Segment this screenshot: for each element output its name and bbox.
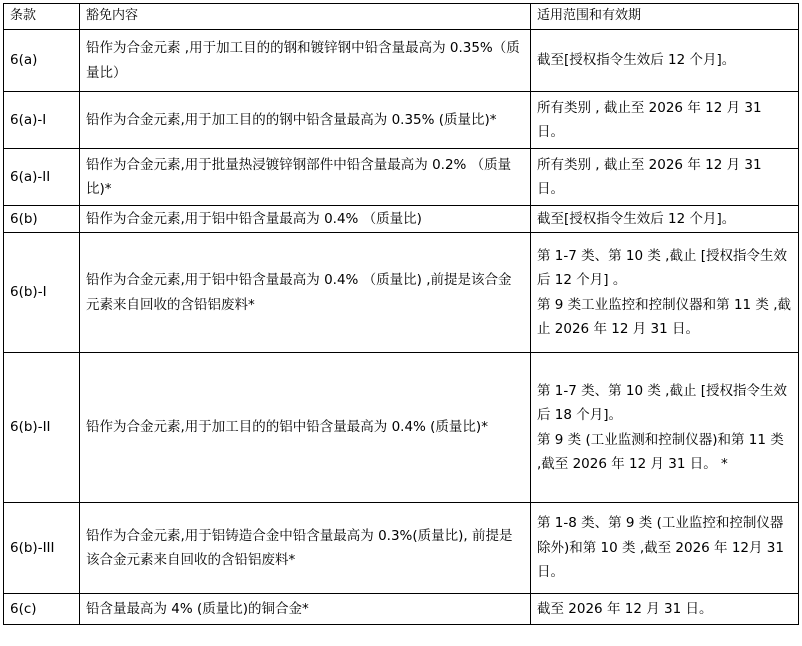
content-cell: 铅作为合金元素,用于加工目的的铝中铅含量最高为 0.4% (质量比)* xyxy=(80,353,531,503)
scope-cell xyxy=(531,92,799,149)
header-clause: 条款 xyxy=(4,4,80,30)
clause-cell: 6(a)-II xyxy=(4,149,80,206)
scope-cell xyxy=(531,30,799,92)
header-scope: 适用范围和有效期 xyxy=(531,4,799,30)
clause-cell: 6(c) xyxy=(4,594,80,625)
content-cell: 铅作为合金元素,用于批量热浸镀锌钢部件中铅含量最高为 0.2% （质量比)* xyxy=(80,149,531,206)
scope-text: 第 9 类 (工业监测和控制仪器)和第 11 类 ,截至 2026 年 12 月 31 日。 * xyxy=(537,431,784,472)
scope-cell xyxy=(531,353,799,503)
clause-cell: 6(b)-II xyxy=(4,353,80,503)
scope-text: 所有类别 , 截止至 2026 年 12 月 31 日。 xyxy=(537,156,762,197)
clause-cell: 6(b)-I xyxy=(4,233,80,353)
content-cell: 铅作为合金元素,用于铝中铅含量最高为 0.4% （质量比) ,前提是该合金元素来自回收的含铅铝废料* xyxy=(80,233,531,353)
table-row xyxy=(4,594,799,625)
scope-text: 第 1-8 类、第 9 类 (工业监控和控制仪器除外)和第 10 类 ,截至 2026 年 12月 31 日。 xyxy=(537,515,784,581)
scope-text: 截至[授权指令生效后 12 个月]。 xyxy=(537,52,736,69)
table-row xyxy=(4,353,799,503)
scope-cell xyxy=(531,594,799,625)
scope-text: 第 9 类工业监控和控制仪器和第 11 类 ,截止 2026 年 12 月 31 日。 xyxy=(537,296,792,337)
scope-text: 第 1-7 类、第 10 类 ,截止 [授权指令生效后 18 个月]。 xyxy=(537,382,788,423)
scope-text: 第 1-7 类、第 10 类 ,截止 [授权指令生效后 12 个月] 。 xyxy=(537,247,788,288)
exemption-table xyxy=(3,3,799,625)
content-cell: 铅作为合金元素,用于加工目的的钢中铅含量最高为 0.35% (质量比)* xyxy=(80,92,531,149)
header-content: 豁免内容 xyxy=(80,4,531,30)
table-row xyxy=(4,30,799,92)
clause-cell: 6(b) xyxy=(4,206,80,233)
clause-cell: 6(b)-III xyxy=(4,503,80,594)
table-header-row xyxy=(4,4,799,30)
clause-cell: 6(a)-I xyxy=(4,92,80,149)
scope-cell xyxy=(531,233,799,353)
scope-text: 截至 2026 年 12 月 31 日。 xyxy=(537,600,713,617)
table-row xyxy=(4,92,799,149)
content-cell: 铅作为合金元素,用于铝中铅含量最高为 0.4% （质量比) xyxy=(80,206,531,233)
clause-cell: 6(a) xyxy=(4,30,80,92)
table-row xyxy=(4,149,799,206)
scope-text: 截至[授权指令生效后 12 个月]。 xyxy=(537,210,736,227)
scope-cell xyxy=(531,149,799,206)
content-cell: 铅含量最高为 4% (质量比)的铜合金* xyxy=(80,594,531,625)
scope-cell xyxy=(531,503,799,594)
content-cell: 铅作为合金元素 ,用于加工目的的钢和镀锌钢中铅含量最高为 0.35%（质量比） xyxy=(80,30,531,92)
scope-text: 所有类别 , 截止至 2026 年 12 月 31 日。 xyxy=(537,99,762,140)
table-row xyxy=(4,206,799,233)
content-cell: 铅作为合金元素,用于铝铸造合金中铅含量最高为 0.3%(质量比), 前提是该合金元素来自回收的含铅铝废料* xyxy=(80,503,531,594)
table-row xyxy=(4,503,799,594)
table-row xyxy=(4,233,799,353)
scope-cell xyxy=(531,206,799,233)
